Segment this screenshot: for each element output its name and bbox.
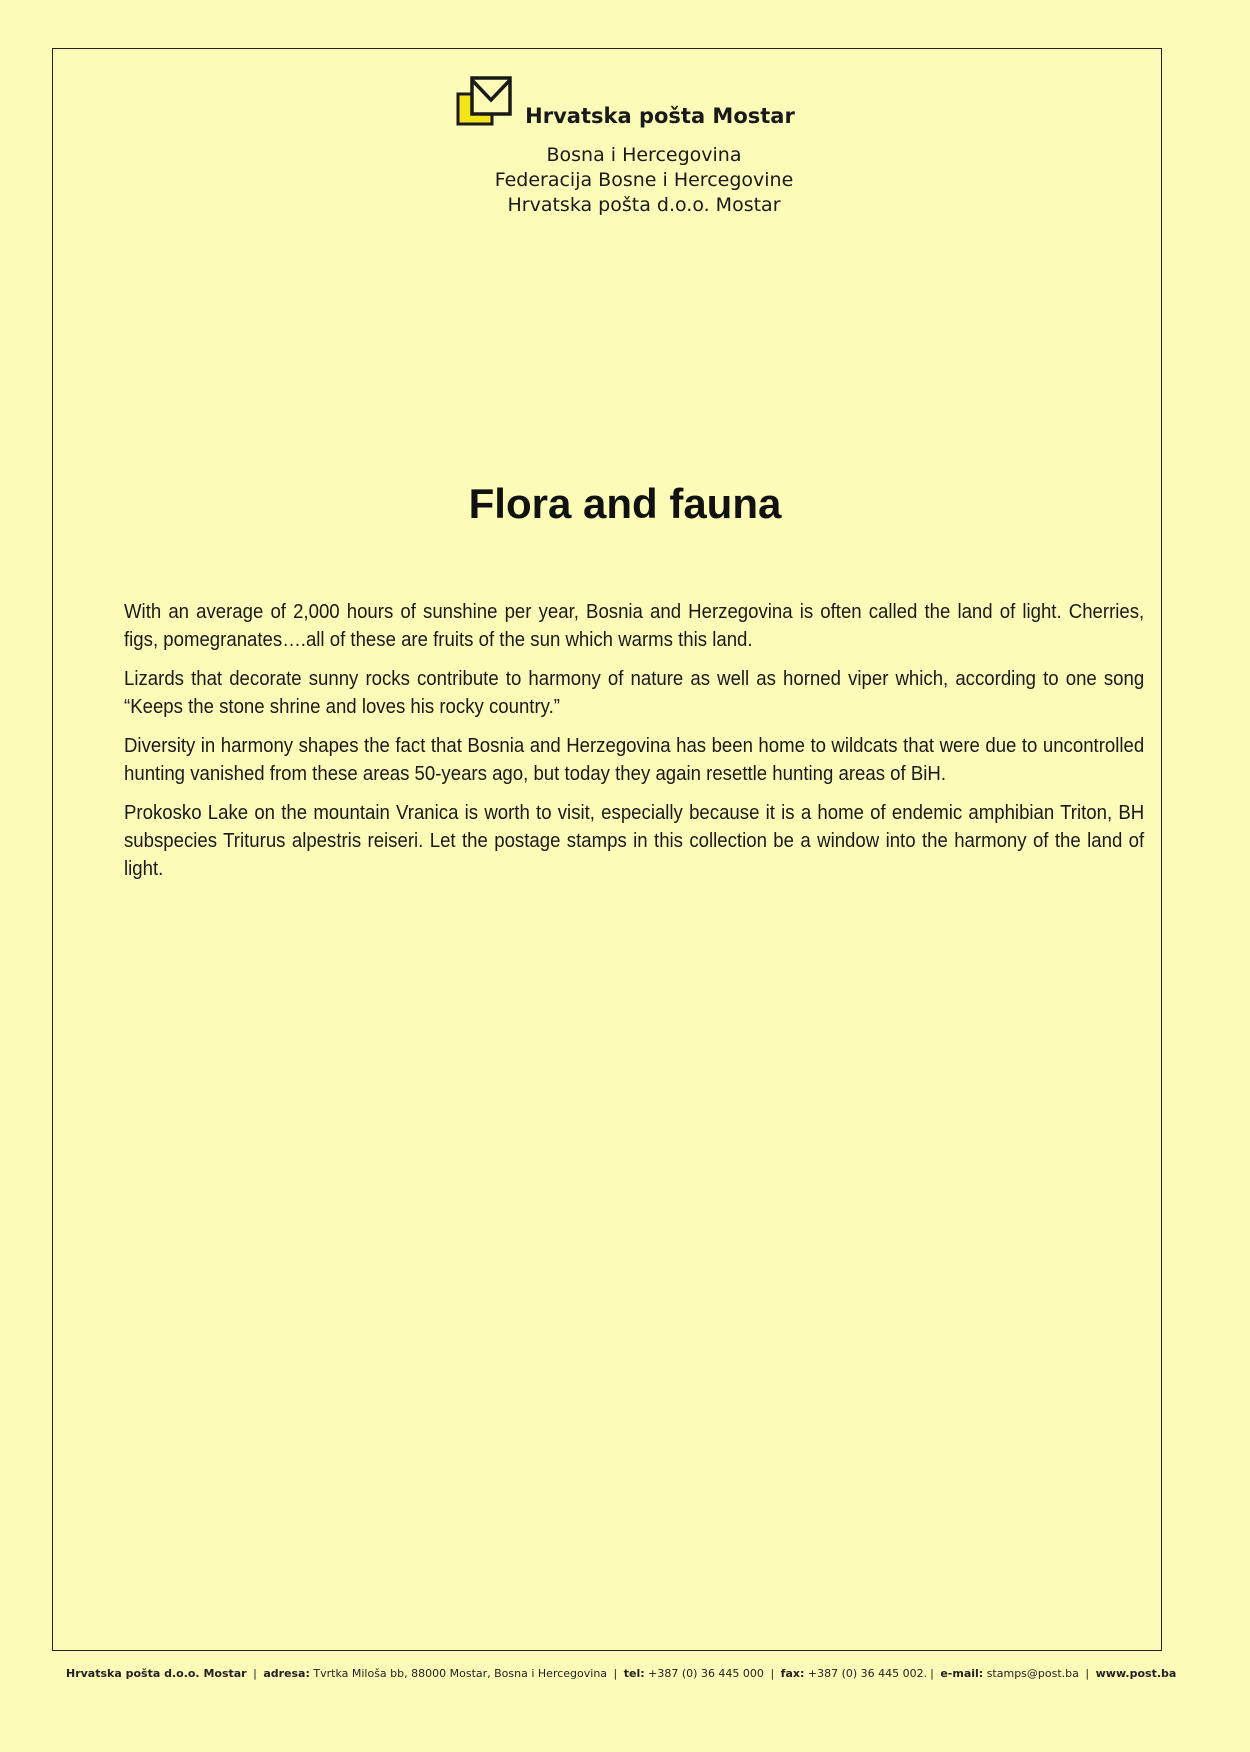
footer-fax: +387 (0) 36 445 002. — [807, 1667, 928, 1680]
footer-website: www.post.ba — [1095, 1667, 1177, 1680]
paragraph-wildcats: Diversity in harmony shapes the fact that Bosnia and Herzegovina has been home to wildcats that were due to uncontrolled hunting vanished from these areas 50-years ago, but today they again resettle hunting areas of BiH. — [124, 735, 1145, 785]
footer-address-label: adresa: — [263, 1667, 310, 1680]
footer-contact — [66, 1667, 1186, 1680]
footer-separator: | — [1085, 1667, 1090, 1680]
organization-lines — [0, 143, 1250, 218]
footer-company: Hrvatska pošta d.o.o. Mostar — [66, 1667, 247, 1680]
envelope-logo-icon — [455, 74, 515, 130]
footer-separator: | — [253, 1667, 257, 1680]
footer-email: stamps@post.ba — [986, 1667, 1079, 1680]
paragraph-prokosko-lake: Prokosko Lake on the mountain Vranica is worth to visit, especially because it is a home of endemic amphibian Triton, BH subspecies Triturus alpestris reiseri. Let the postage stamps in this collection be a window into the harmony of the land of light. — [124, 802, 1145, 880]
footer-email-label: e-mail: — [940, 1667, 984, 1680]
footer-separator: | — [613, 1667, 618, 1680]
org-line-company: Hrvatska pošta d.o.o. Mostar — [507, 194, 781, 216]
body-text — [124, 598, 1144, 894]
org-line-federation: Federacija Bosne i Hercegovine — [494, 169, 794, 191]
paragraph-lizards: Lizards that decorate sunny rocks contribute to harmony of nature as well as horned viper which, according to one song “Keeps the stone shrine and loves his rocky country.” — [124, 668, 1145, 718]
org-line-country: Bosna i Hercegovina — [546, 144, 742, 166]
footer-fax-label: fax: — [780, 1667, 805, 1680]
brand-row — [455, 74, 795, 130]
footer-tel-label: tel: — [623, 1667, 645, 1680]
letterhead — [0, 74, 1250, 218]
footer-address: Tvrtka Miloša bb, 88000 Mostar, Bosna i Hercegovina — [313, 1667, 608, 1680]
paragraph-sunshine: With an average of 2,000 hours of sunshine per year, Bosnia and Herzegovina is often called the land of light. Cherries, figs, pomegranates….all of these are fruits of the sun which warms this land. — [124, 601, 1145, 651]
brand-name: Hrvatska pošta Mostar — [525, 104, 795, 128]
footer-separator: | — [770, 1667, 775, 1680]
footer-separator: | — [930, 1667, 934, 1680]
page-title: Flora and fauna — [468, 480, 782, 527]
footer-tel: +387 (0) 36 445 000 — [648, 1667, 764, 1680]
